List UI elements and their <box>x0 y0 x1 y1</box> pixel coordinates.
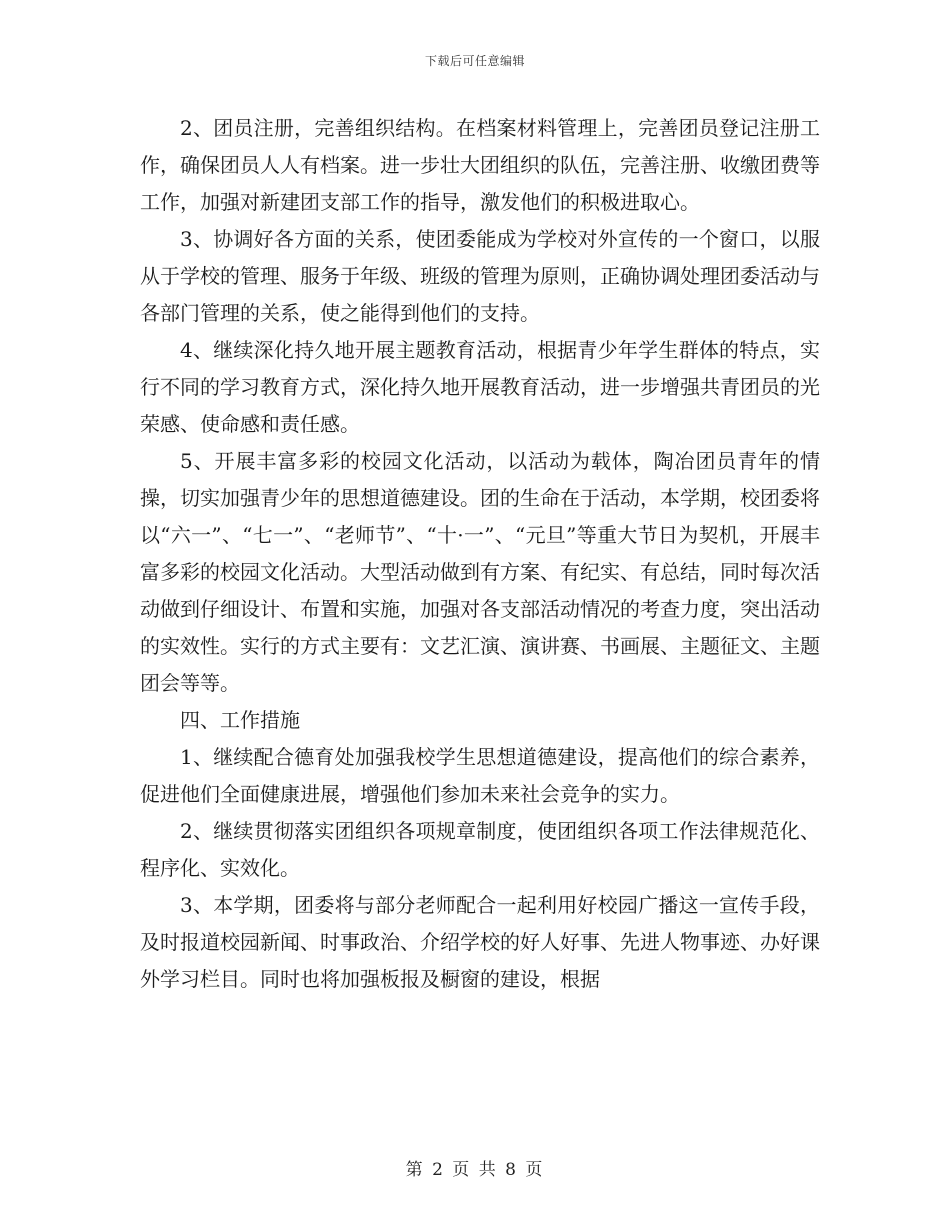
document-body <box>140 110 820 998</box>
section-heading-measures: 四、工作措施 <box>180 708 300 732</box>
page-number: 第 2 页 共 8 页 <box>405 1160 545 1180</box>
paragraph-campus-broadcast: 3、本学期，团委将与部分老师配合一起利用好校园广播这一宣传手段，及时报道校园新闻、时事政治、介绍学校的好人好事、先进人物事迹、办好课外学习栏目。同时也将加强板报及橱窗的建设，根据 <box>140 893 820 991</box>
paragraph-theme-education: 4、继续深化持久地开展主题教育活动，根据青少年学生群体的特点，实行不同的学习教育方式，深化持久地开展教育活动，进一步增强共青团员的光荣感、使命感和责任感。 <box>140 338 820 436</box>
paragraph-registration: 2、团员注册，完善组织结构。在档案材料管理上，完善团员登记注册工作，确保团员人人有档案。进一步壮大团组织的队伍，完善注册、收缴团费等工作，加强对新建团支部工作的指导，激发他们的积极进取心。 <box>140 116 820 214</box>
paragraph-moral-education: 1、继续配合德育处加强我校学生思想道德建设，提高他们的综合素养，促进他们全面健康进展，增强他们参加未来社会竞争的实力。 <box>140 745 820 806</box>
paragraph-regulations: 2、继续贯彻落实团组织各项规章制度，使团组织各项工作法律规范化、程序化、实效化。 <box>140 819 820 880</box>
header-note: 下载后可任意编辑 <box>424 54 525 68</box>
paragraph-coordination: 3、协调好各方面的关系，使团委能成为学校对外宣传的一个窗口，以服从于学校的管理、服务于年级、班级的管理为原则，正确协调处理团委活动与各部门管理的关系，使之能得到他们的支持。 <box>140 227 820 325</box>
paragraph-campus-culture: 5、开展丰富多彩的校园文化活动，以活动为载体，陶冶团员青年的情操，切实加强青少年的思想道德建设。团的生命在于活动，本学期，校团委将以“六一”、“七一”、“老师节”、“十·一”、“元旦”等重大节日为契机，开展丰富多彩的校园文化活动。大型活动做到有方案、有纪实、有总结，同时每次活动做到仔细设计、布置和实施，加强对各支部活动情况的考查力度，突出活动的实效性。实行的方式主要有：文艺汇演、演讲赛、书画展、主题征文、主题团会等等。 <box>140 449 820 695</box>
